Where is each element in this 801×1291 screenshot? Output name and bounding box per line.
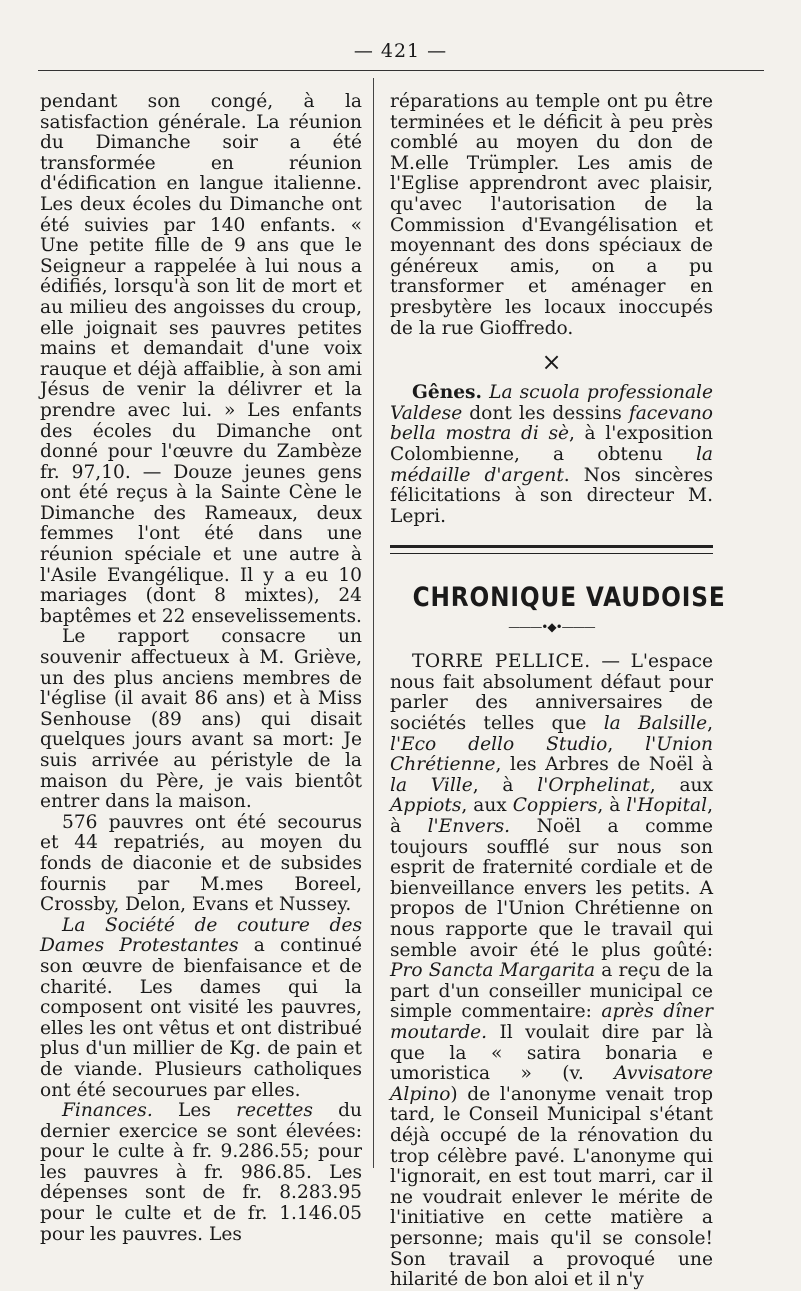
genes-title: Gênes.: [412, 382, 482, 404]
paragraph-torre-pellice: TORRE PELLICE. — L'espace nous fait absolument défaut pour parler des anniversaires de sociétés telles que la Balsille, l'Eco dello Studio, l'Union Chrétienne, les Arbres de Noël à la Ville, à l'Orphelinat, aux Appiots, aux Coppiers, à l'Hopital, à l'Envers. Noël a comme toujours soufflé sur nous son esprit de fraternité cordiale et de bienveillance envers les petits. A propos de l'Union Chrétienne on nous rapporte que le travail qui semble avoir été le plus goûté: Pro Sancta Margarita a reçu de la part d'un conseiller municipal ce simple commentaire: après dîner moutarde. Il voulait dire par là que la « satira bonaria e umoristica » (v. Avvisatore Alpino) de l'anonyme venait trop tard, le Conseil Municipal s'étant déjà occupé de la rénovation du trop célèbre pavé. L'anonyme qui l'ignorait, en est tout marri, car il ne voudrait enlever le mérite de l'initiative en cette matière a personne; mais qu'il se console! Son travail a provoqué une hilarité de bon aloi et il n'y: [390, 651, 714, 1291]
paragraph-memorial: Le rapport consacre un souvenir affectueux à M. Griève, un des plus anciens membres de l'église (il avait 86 ans) et à Miss Senhouse (89 ans) qui disait quelques jours avant sa mort: Je suis arrivée au péristyle de la maison du Père, je vais bientôt entrer dans la maison.: [40, 626, 362, 813]
sewing-society-title: La Société de couture des Dames Protestantes: [40, 914, 362, 957]
column-divider: [373, 78, 374, 1168]
paragraph-repairs: réparations au temple ont pu être terminées et le déficit à peu près comblé au moyen du don de M.elle Trümpler. Les amis de l'Eglise apprendront avec plaisir, qu'avec l'autorisation de la Commission d'Evangélisation et moyennant des dons spéciaux de généreux amis, on a pu transformer et aménager en presbytère les locaux inoccupés de la rue Gioffredo.: [390, 91, 713, 339]
section-rule: [390, 545, 713, 554]
title-ornament: ———•◆•———: [508, 620, 595, 635]
paragraph-sewing-society: [40, 916, 362, 1101]
paragraph-genes: Gênes. La scuola professionale Valdese dont les dessins facevano bella mostra di sè, à l'exposition Colombienne, a obtenu la médaille d'argent. Nos sincères félicitations à son directeur M. Lepri.: [390, 382, 713, 527]
page-number: — 421 —: [353, 40, 448, 62]
paragraph-nice-report: pendant son congé, à la satisfaction générale. La réunion du Dimanche soir a été transformée en réunion d'édification en langue italienne. Les deux écoles du Dimanche ont été suivies par 140 enfants. « Une petite fille de 9 ans que le Seigneur a rappelée à lui nous a édifiés, lorsqu'à son lit de mort et au milieu des angoisses du croup, elle joignait ses pauvres petites mains et demandait d'une voix rauque et déjà affaiblie, à son ami Jésus de venir la délivrer et la prendre avec lui. » Les enfants des écoles du Dimanche ont donné pour l'œuvre du Zambèze fr. 97,10. — Douze jeunes gens ont été reçus à la Sainte Cène le Dimanche des Rameaux, deux femmes l'ont été dans une réunion spéciale et une autre à l'Asile Evangélique. Il y a eu 10 mariages (dont 8 mixtes), 24 baptêmes et 22 ensevelissements.: [40, 91, 362, 627]
header-rule: [38, 70, 764, 71]
left-column: [40, 92, 362, 1245]
torre-pellice-place: TORRE PELLICE.: [412, 651, 591, 673]
cross-separator: ×: [541, 348, 562, 377]
right-column: [390, 91, 726, 1291]
sewing-society-text: a continué son œuvre de bienfaisance et de charité. Les dames qui la composent ont visité les pauvres, elles les ont vêtus et ont distribué plus d'un millier de Kg. de pain et de viande. Plusieurs catholiques ont été secourues par elles.: [40, 935, 362, 1101]
paragraph-poor-relief: 576 pauvres ont été secourus et 44 repatriés, au moyen du fonds de diaconie et de subsides fournis par M.mes Boreel, Crossby, Delon, Evans et Nussey.: [40, 811, 362, 916]
finances-title: Finances.: [62, 1100, 153, 1122]
section-title: CHRONIQUE VAUDOISE: [412, 582, 726, 614]
paragraph-finances: Finances. Les recettes du dernier exercice se sont élevées: pour le culte à fr. 9.286.55; pour les pauvres à fr. 986.85. Les dépenses sont de fr. 8.283.95 pour le culte et de fr. 1.146.05 pour les pauvres. Les: [40, 1100, 362, 1245]
